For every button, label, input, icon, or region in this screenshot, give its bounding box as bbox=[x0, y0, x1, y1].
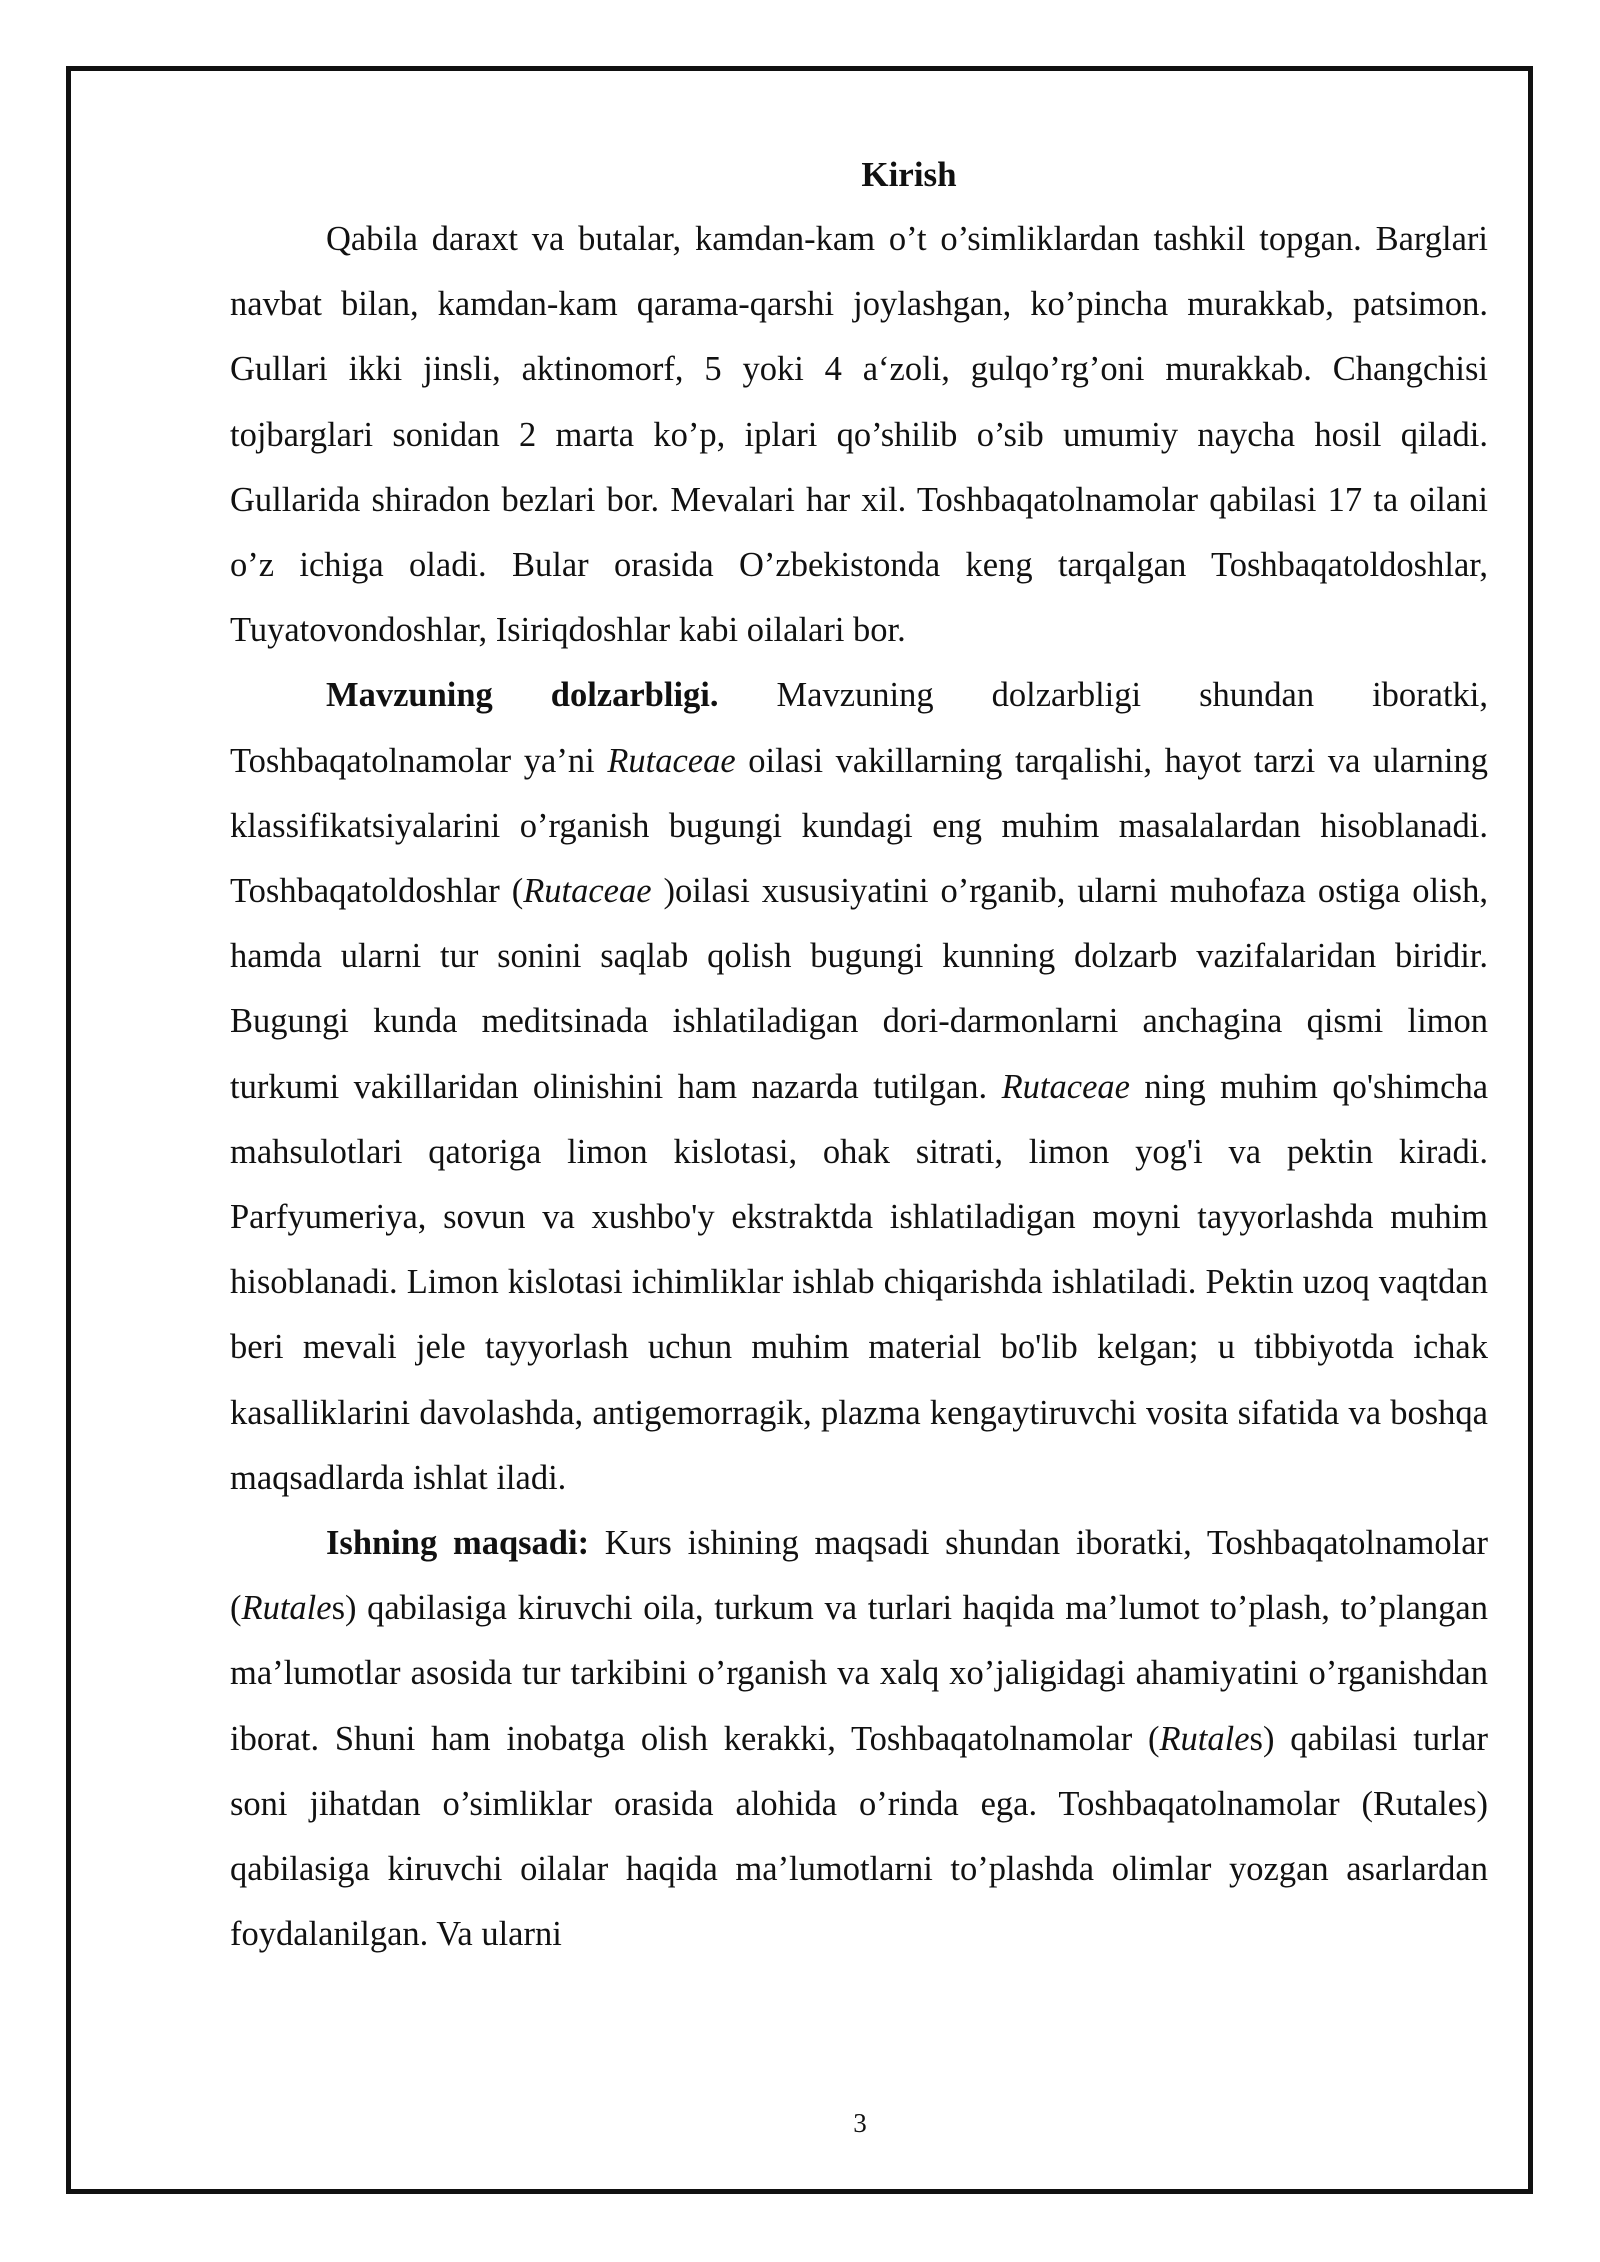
section-title: Kirish bbox=[861, 155, 957, 194]
paragraph-text: Kurs ishining maqsadi shundan iboratki, Toshbaqatolnamolar ( bbox=[230, 1524, 1488, 1628]
paragraph-text: ning muhim qo'shimcha mahsulotlari qatoriga limon kislotasi, ohak sitrati, limon yog'i va pektin kiradi. Parfyumeriya, sovun va xushbo'y ekstraktda ishlatiladigan moyni tayyorlashda muhim hisoblanadi. Limon kislotasi ichimliklar ishlab chiqarishda ishlatiladi. Pektin uzoq vaqtdan beri mevali jele tayyorlash uchun muhim material bo'lib kelgan; u tibbiyotda ichak kasalliklarini davolashda, antigemorragik, plazma kengaytiruvchi vosita sifatida va boshqa maqsadlarda ishlat iladi. bbox=[230, 1067, 1489, 1497]
document-body bbox=[230, 142, 1488, 1967]
page-number: 3 bbox=[853, 2108, 867, 2138]
paragraph-text: s) qabilasi turlar soni jihatdan o’simliklar orasida alohida o’rinda ega. Toshbaqatolnamolar (Rutales) qabilasiga kiruvchi oilalar haqida ma’lumotlarni to’plashda olimlar yozgan asarlardan foydalanilgan. Va ularni bbox=[230, 1719, 1488, 1954]
paragraph-text: s) qabilasiga kiruvchi oila, turkum va turlari haqida ma’lumot to’plash, to’plangan ma’lumotlar asosida tur tarkibini o’rganish va xalq xo’jaligidagi ahamiyatini o’rganishdan iborat. Shuni ham inobatga olish kerakki, Toshbaqatolnamolar ( bbox=[230, 1589, 1488, 1758]
latin-name: Rutaceae bbox=[523, 872, 652, 911]
paragraph-intro bbox=[230, 207, 1488, 663]
paragraph-goal bbox=[230, 1511, 1488, 1967]
relevance-heading: Mavzuning dolzarbligi. bbox=[326, 676, 719, 715]
latin-name: Rutaceae bbox=[1001, 1067, 1130, 1106]
latin-name: Rutale bbox=[1159, 1719, 1250, 1758]
paragraph-text: )oilasi xususiyatini o’rganib, ularni muhofaza ostiga olish, hamda ularni tur sonini saqlab qolish bugungi kunning dolzarb vazifalaridan biridir. Bugungi kunda meditsinada ishlatiladigan dori-darmonlarni anchagina qismi limon turkumi vakillaridan olinishini ham nazarda tutilgan. bbox=[230, 872, 1488, 1106]
paragraph-text: Mavzuning dolzarbligi shundan iboratki, Toshbaqatolnamolar ya’ni bbox=[230, 676, 1489, 780]
paragraph-text: Qabila daraxt va butalar, kamdan-kam o’t o’simliklardan tashkil topgan. Barglari navbat bilan, kamdan-kam qarama-qarshi joylashgan, ko’pincha murakkab, patsimon. Gullari ikki jinsli, aktinomorf, 5 yoki 4 a‘zoli, gulqo’rg’oni murakkab. Changchisi tojbarglari sonidan 2 marta ko’p, iplari qo’shilib o’sib umumiy naycha hosil qiladi. Gullarida shiradon bezlari bor. Mevalari har xil. Toshbaqatolnamolar qabilasi 17 ta oilani o’z ichiga oladi. Bular orasida O’zbekistonda keng tarqalgan Toshbaqatoldoshlar, Tuyatovondoshlar, Isiriqdoshlar kabi oilalari bor. bbox=[230, 220, 1488, 650]
goal-heading: Ishning maqsadi: bbox=[326, 1524, 590, 1563]
latin-name: Rutale bbox=[241, 1589, 332, 1628]
paragraph-relevance bbox=[230, 663, 1488, 1511]
latin-name: Rutaceae bbox=[607, 741, 736, 780]
paragraph-text: oilasi vakillarning tarqalishi, hayot tarzi va ularning klassifikatsiyalarini o’rganish bugungi kundagi eng muhim masalalardan hisoblanadi. Toshbaqatoldoshlar ( bbox=[230, 741, 1488, 911]
